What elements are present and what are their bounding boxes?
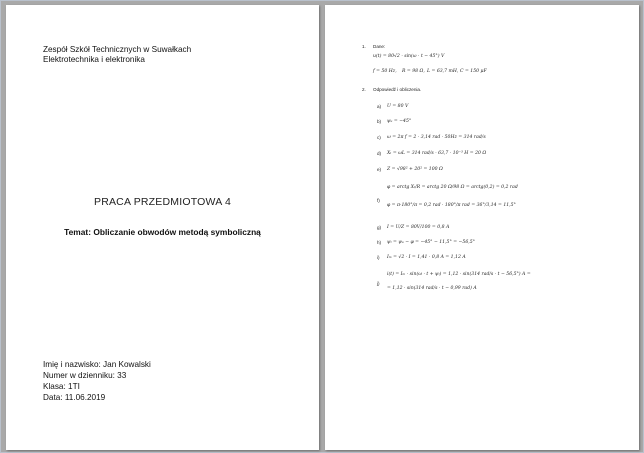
- answer-formula: = 1,12 · sin(314 rad/s · t − 0,99 rad) A: [387, 286, 477, 291]
- answer-letter: e): [377, 167, 382, 172]
- document-title: PRACA PRZEDMIOTOWA 4: [93, 196, 232, 208]
- answer-letter: h): [377, 240, 382, 245]
- class-label: Klasa: 1TI: [43, 382, 80, 391]
- date-label: Data: 11.06.2019: [43, 393, 106, 402]
- answer-formula: ψᵤ = −45°: [387, 119, 412, 124]
- answer-formula: ω = 2π f = 2 · 3,14 rad · 50Hz = 314 rad/s: [387, 135, 486, 140]
- given-voltage-formula: u(t) = 80√2 · sin(ω · t − 45°) V: [373, 54, 445, 59]
- school-name: Zespół Szkół Technicznych w Suwałkach: [43, 45, 192, 54]
- answer-letter: j): [377, 281, 380, 286]
- answer-formula: Z = √98² + 20² = 100 Ω: [387, 167, 443, 172]
- answer-letter: a): [377, 104, 382, 109]
- param-resistance: R = 98 Ω,: [402, 69, 425, 74]
- section-1-number: 1.: [362, 44, 366, 49]
- answer-letter: d): [377, 151, 382, 156]
- answer-letter: g): [377, 225, 382, 230]
- answer-formula: ψᵢ = ψᵤ − φ = −45° − 11,5° = −56,5°: [387, 240, 475, 245]
- page-2-calculations: [325, 5, 639, 450]
- register-number: Numer w dzienniku: 33: [43, 371, 127, 380]
- specialty-name: Elektrotechnika i elektronika: [43, 55, 145, 64]
- param-frequency: f = 50 Hz,: [373, 69, 397, 74]
- section-2-label: Odpowiedź i obliczenia.: [373, 87, 422, 92]
- answer-letter: c): [377, 135, 381, 140]
- section-2-number: 2.: [362, 87, 366, 92]
- answer-formula: Iₘ = √2 · I = 1,41 · 0,8 A = 1,12 A: [387, 255, 466, 260]
- document-topic: Temat: Obliczanie obwodów metodą symboliczną: [64, 227, 261, 237]
- param-inductance: L = 63,7 mH,: [427, 69, 459, 74]
- param-capacitance: C = 150 μF: [460, 69, 487, 74]
- section-1-label: Dane:: [373, 44, 386, 49]
- answer-formula: U = 80 V: [387, 104, 409, 109]
- student-name: Imię i nazwisko: Jan Kowalski: [43, 360, 151, 369]
- answer-formula: I = U/Z = 80V/100 = 0,8 A: [387, 225, 450, 230]
- answer-letter: b): [377, 119, 382, 124]
- answer-formula: φ = arctg Xₗ/R = arctg 20 Ω/98 Ω = arctg(0,2) = 0,2 rad: [387, 185, 518, 190]
- page-1-title-page: [6, 5, 319, 450]
- answer-formula: φ = π·180°/π = 0,2 rad · 180°/π rad = 36°/3,14 = 11,5°: [387, 203, 516, 208]
- answer-letter: f): [377, 198, 380, 203]
- answer-letter: i): [377, 255, 380, 260]
- answer-formula: Xₗ = ωL = 314 rad/s · 63,7 · 10⁻³ H = 20 Ω: [387, 151, 487, 156]
- answer-formula: i(t) = Iₘ · sin(ω · t + ψᵢ) = 1,12 · sin(314 rad/s · t − 56,5°) A =: [387, 272, 531, 277]
